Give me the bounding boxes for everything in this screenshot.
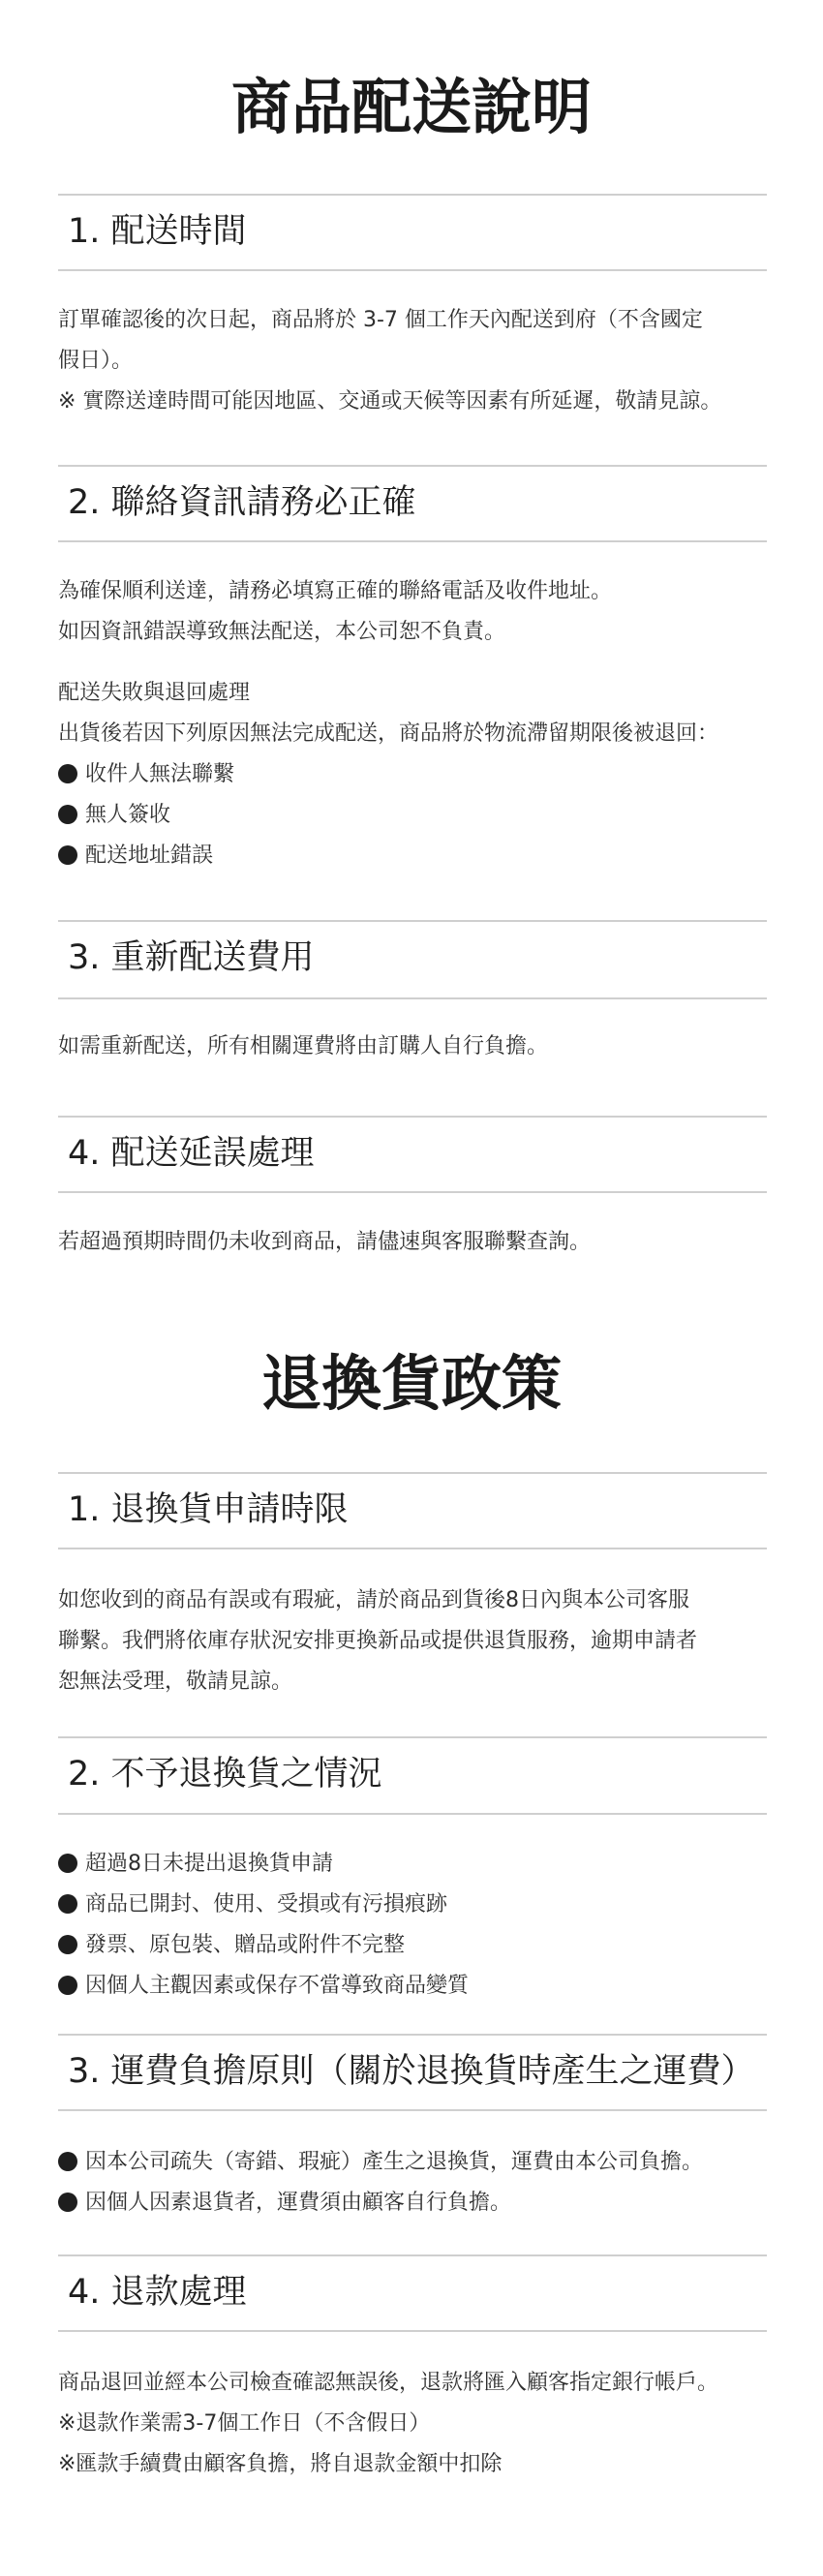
shipping-failure-block	[58, 673, 794, 876]
shipping-section-3-body	[58, 1027, 794, 1067]
shipping-section-4-body	[58, 1222, 794, 1263]
divider	[58, 1472, 767, 1474]
list-item-text: 發票、原包裝、贈品或附件不完整	[85, 1933, 406, 1957]
bullet-icon	[58, 764, 77, 783]
divider	[58, 194, 767, 196]
list-item	[58, 2142, 794, 2183]
bullet-icon	[58, 1976, 77, 1995]
divider	[58, 269, 767, 271]
text-line: 訂單確認後的次日起，商品將於 3-7 個工作天內配送到府（不含國定	[58, 308, 703, 332]
text-line: ※退款作業需3-7個工作日（不含假日）	[58, 2411, 431, 2436]
list-item	[58, 2183, 794, 2223]
text-line: 假日）。	[58, 349, 134, 373]
list-item-text: 配送地址錯誤	[85, 843, 214, 868]
shipping-section-2-heading: 2. 聯絡資訊請務必正確	[68, 483, 416, 522]
text-line: 若超過預期時間仍未收到商品，請儘速與客服聯繫查詢。	[58, 1230, 592, 1254]
shipping-section-1-body	[58, 300, 794, 422]
list-item-text: 因本公司疏失（寄錯、瑕疵）產生之退換貨，運費由本公司負擔。	[85, 2150, 704, 2174]
shipping-section-1-heading: 1. 配送時間	[68, 212, 247, 251]
text-line: 如您收到的商品有誤或有瑕疵，請於商品到貨後8日內與本公司客服	[58, 1588, 689, 1612]
returns-section-1-body	[58, 1580, 794, 1702]
list-item	[58, 1925, 794, 1966]
divider	[58, 1813, 767, 1815]
text-line: 恕無法受理，敬請見諒。	[58, 1670, 293, 1694]
divider	[58, 1116, 767, 1118]
returns-section-3-body	[58, 2142, 794, 2223]
bullet-icon	[58, 2193, 77, 2212]
shipping-section-3-heading: 3. 重新配送費用	[68, 938, 315, 977]
divider	[58, 920, 767, 922]
divider	[58, 997, 767, 999]
divider	[58, 2034, 767, 2036]
bullet-icon	[58, 845, 77, 865]
text-line: 為確保順利送達，請務必填寫正確的聯絡電話及收件地址。	[58, 579, 613, 603]
divider	[58, 1191, 767, 1193]
list-item	[58, 1966, 794, 2007]
list-item	[58, 836, 794, 876]
list-item	[58, 754, 794, 795]
returns-section-3-heading: 3. 運費負擔原則（關於退換貨時產生之運費）	[68, 2052, 755, 2091]
list-item	[58, 1885, 794, 1925]
text-line: 如因資訊錯誤導致無法配送，本公司恕不負責。	[58, 620, 506, 644]
bullet-icon	[58, 805, 77, 824]
bullet-icon	[58, 1894, 77, 1914]
bullet-icon	[58, 1854, 77, 1873]
divider	[58, 1736, 767, 1738]
bullet-icon	[58, 2152, 77, 2171]
divider	[58, 540, 767, 542]
divider	[58, 2254, 767, 2256]
list-item-text: 因個人主觀因素或保存不當導致商品變質	[85, 1974, 470, 1998]
text-line: ※匯款手續費由顧客負擔，將自退款金額中扣除	[58, 2452, 503, 2476]
returns-section-4-body	[58, 2363, 794, 2485]
text-line: 如需重新配送，所有相關運費將由訂購人自行負擔。	[58, 1034, 549, 1058]
shipping-page-title: 商品配送說明	[230, 72, 592, 142]
subheading-text: 配送失敗與退回處理	[58, 681, 251, 705]
returns-section-1-heading: 1. 退換貨申請時限	[68, 1490, 349, 1529]
bullet-icon	[58, 1935, 77, 1954]
returns-section-4-heading: 4. 退款處理	[68, 2273, 247, 2312]
returns-section-2-heading: 2. 不予退換貨之情況	[68, 1755, 382, 1794]
divider	[58, 465, 767, 467]
text-line: ※ 實際送達時間可能因地區、交通或天候等因素有所延遲，敬請見諒。	[58, 389, 722, 414]
returns-section-2-body	[58, 1844, 794, 2007]
text-line: 聯繫。我們將依庫存狀況安排更換新品或提供退貨服務，逾期申請者	[58, 1629, 698, 1653]
list-item-text: 收件人無法聯繫	[85, 762, 235, 786]
shipping-section-4-heading: 4. 配送延誤處理	[68, 1134, 315, 1173]
list-item-text: 無人簽收	[85, 803, 171, 827]
divider	[58, 2109, 767, 2111]
text-line: 商品退回並經本公司檢查確認無誤後，退款將匯入顧客指定銀行帳戶。	[58, 2371, 719, 2395]
list-item-text: 因個人因素退貨者，運費須由顧客自行負擔。	[85, 2191, 512, 2215]
list-item-text: 商品已開封、使用、受損或有污損痕跡	[85, 1892, 448, 1917]
list-item	[58, 795, 794, 836]
shipping-section-2-body	[58, 571, 794, 653]
divider	[58, 2330, 767, 2332]
text-line: 出貨後若因下列原因無法完成配送，商品將於物流滯留期限後被退回：	[58, 721, 719, 746]
list-item	[58, 1844, 794, 1885]
divider	[58, 1548, 767, 1549]
list-item-text: 超過8日未提出退換貨申請	[85, 1852, 333, 1876]
returns-page-title: 退換貨政策	[260, 1348, 562, 1419]
